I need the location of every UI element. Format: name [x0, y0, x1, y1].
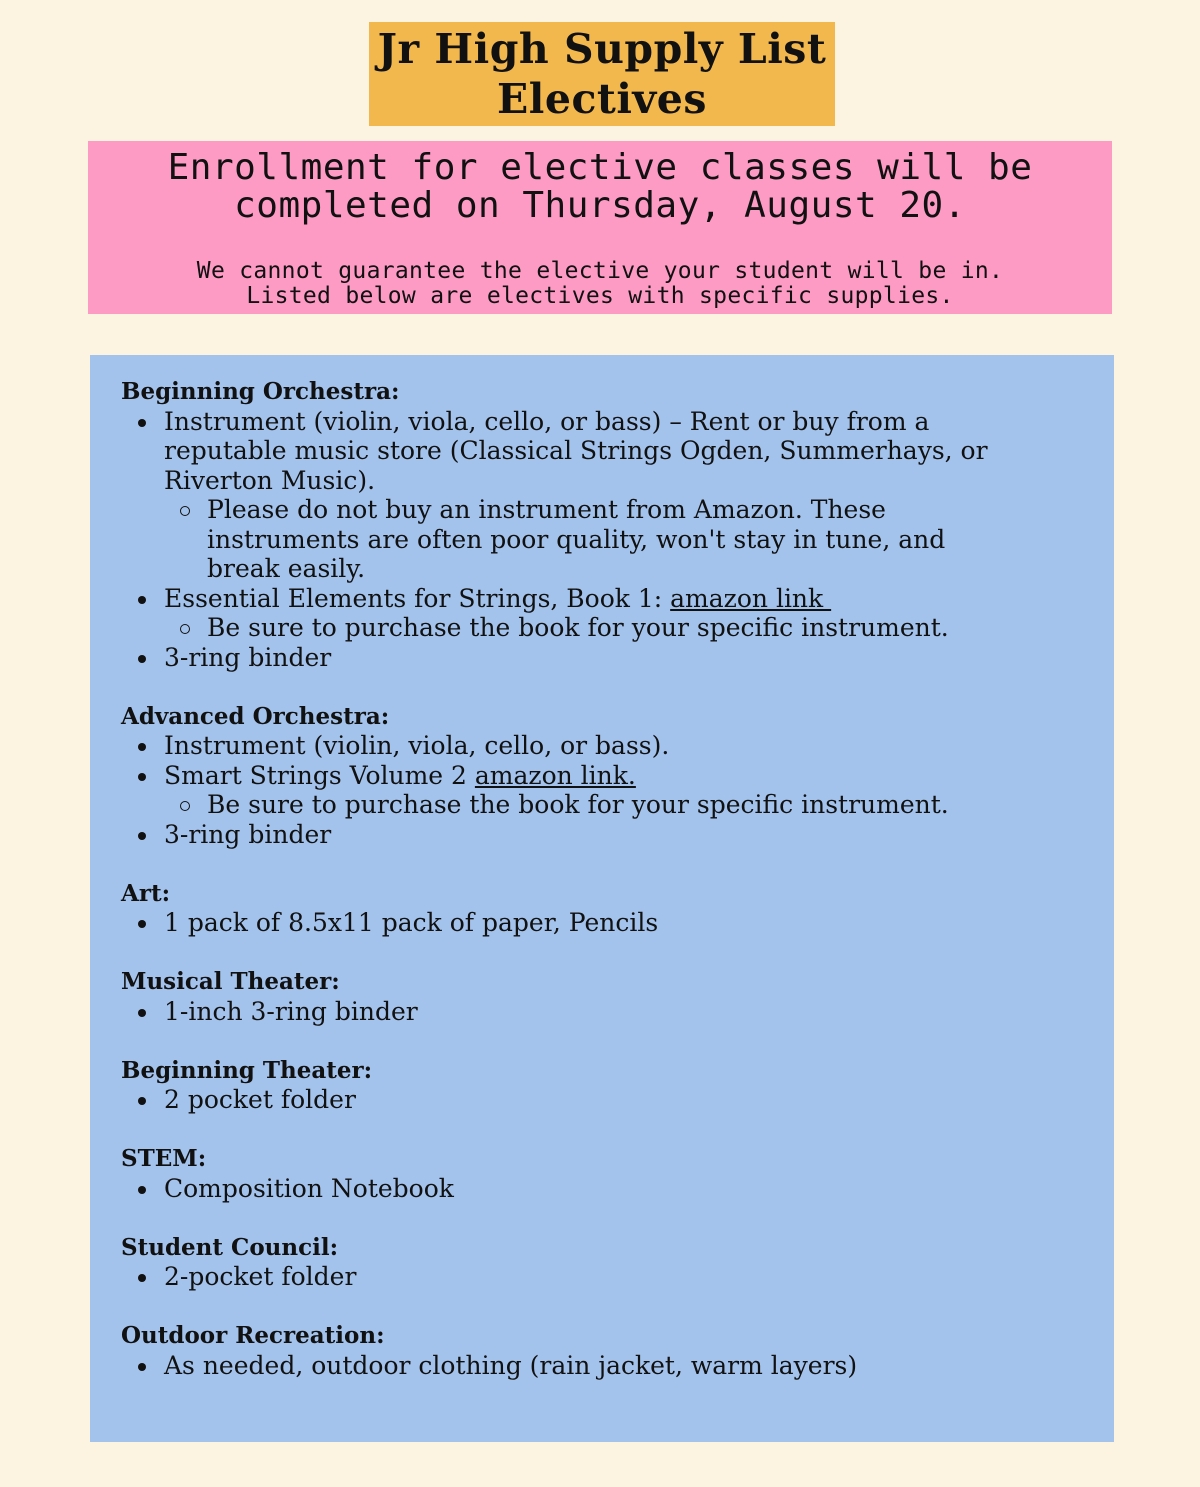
amazon-link[interactable]: amazon link	[670, 583, 832, 613]
sub-list-item: Be sure to purchase the book for your specific instrument.	[121, 790, 1054, 820]
list-item	[121, 584, 1054, 614]
section-title-student-council: Student Council:	[121, 1233, 339, 1261]
section-title-advanced-orchestra: Advanced Orchestra:	[121, 702, 390, 730]
list-item-text: Essential Elements for Strings, Book 1:	[164, 583, 671, 613]
amazon-link[interactable]: amazon link.	[474, 760, 636, 790]
list-item: 3-ring binder	[121, 643, 1054, 673]
list-item: 2 pocket folder	[121, 1085, 1054, 1115]
enrollment-note	[88, 259, 1112, 309]
section-list-advanced-orchestra	[121, 731, 1054, 849]
enrollment-line: Enrollment for elective classes will be	[167, 147, 1033, 188]
section-list-beginning-orchestra	[121, 407, 1054, 673]
list-item: Composition Notebook	[121, 1174, 1054, 1204]
section-list-outdoor-recreation	[121, 1351, 1054, 1381]
section-list-art	[121, 908, 1054, 938]
list-item-text: Riverton Music).	[164, 465, 376, 495]
sub-item-text: break easily.	[207, 554, 366, 583]
list-item-text: Instrument (violin, viola, cello, or bass) – Rent or buy from a	[164, 406, 930, 436]
list-item: As needed, outdoor clothing (rain jacket, warm layers)	[121, 1351, 1054, 1381]
title-banner	[369, 22, 835, 126]
list-item: 3-ring binder	[121, 820, 1054, 850]
sub-item-text: Please do not buy an instrument from Amazon. These	[207, 495, 886, 524]
page-title: Jr High Supply List	[377, 25, 827, 73]
section-title-art: Art:	[121, 879, 171, 907]
enrollment-line: completed on Thursday, August 20.	[234, 185, 966, 226]
section-title-beginning-orchestra: Beginning Orchestra:	[121, 378, 400, 405]
list-item: 1 pack of 8.5x11 pack of paper, Pencils	[121, 908, 1054, 938]
section-list-stem	[121, 1174, 1054, 1204]
section-list-student-council	[121, 1262, 1054, 1292]
list-item: 2-pocket folder	[121, 1262, 1054, 1292]
enrollment-note-line: We cannot guarantee the elective your student will be in.	[196, 258, 1004, 284]
enrollment-note-line: Listed below are electives with specific supplies.	[246, 283, 954, 309]
list-item: Instrument (violin, viola, cello, or bass).	[121, 731, 1054, 761]
section-title-outdoor-recreation: Outdoor Recreation:	[121, 1322, 385, 1349]
list-item: 1-inch 3-ring binder	[121, 997, 1054, 1027]
sub-list-item: Be sure to purchase the book for your specific instrument.	[121, 613, 1054, 643]
sub-list-item	[121, 495, 1054, 584]
list-item	[121, 761, 1054, 791]
section-title-beginning-theater: Beginning Theater:	[121, 1056, 373, 1084]
page-subtitle: Electives	[497, 75, 707, 123]
section-title-stem: STEM:	[121, 1145, 207, 1172]
enrollment-notice	[88, 141, 1112, 314]
supply-list	[90, 355, 1114, 1442]
list-item	[121, 407, 1054, 496]
section-title-musical-theater: Musical Theater:	[121, 968, 340, 995]
enrollment-headline	[88, 149, 1112, 225]
sub-item-text: instruments are often poor quality, won't stay in tune, and	[207, 524, 946, 554]
list-item-text: reputable music store (Classical Strings Ogden, Summerhays, or	[164, 436, 988, 465]
section-list-beginning-theater	[121, 1085, 1054, 1115]
list-item-text: Smart Strings Volume 2	[164, 760, 475, 790]
section-list-musical-theater	[121, 997, 1054, 1027]
